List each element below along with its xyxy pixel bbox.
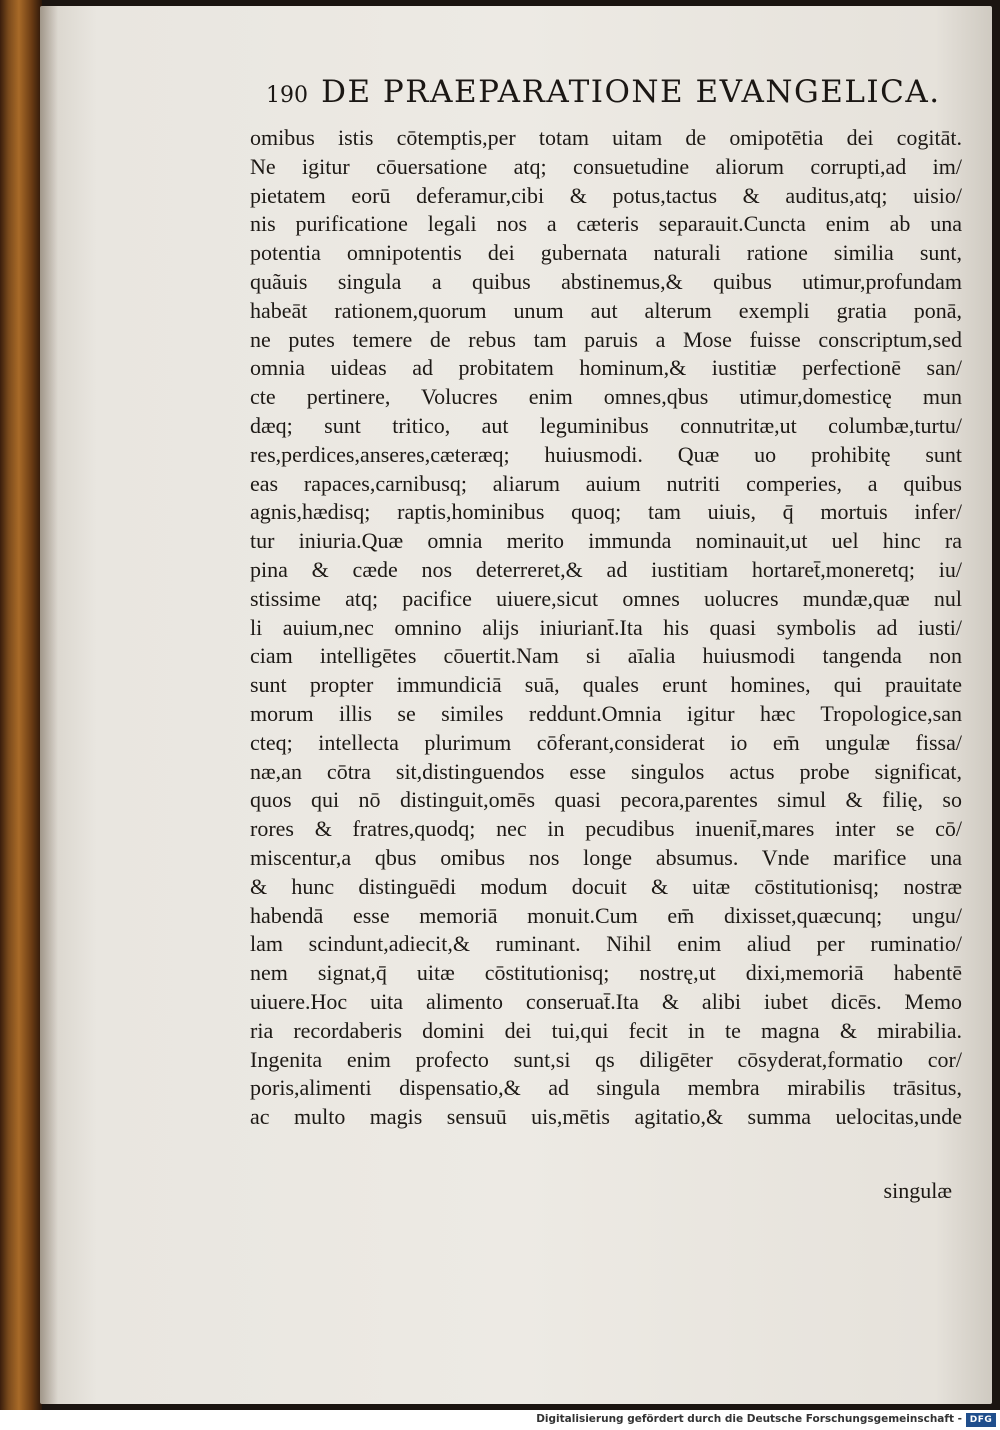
text-line: quãuis singula a quibus abstinemus,& quibus utimur,profundam [250, 268, 962, 294]
page-gutter-shadow [40, 6, 58, 1404]
catchword: singulæ [883, 1178, 952, 1203]
text-line: habeāt rationem,quorum unum aut alterum exempli gratia ponā, [250, 297, 962, 323]
text-line: dæq; sunt tritico, aut leguminibus connutritæ,ut columbæ,turtu/ [250, 412, 962, 438]
text-line: pina & cæde nos deterreret,& ad iustitiam hortaret̄,moneretq; iu/ [250, 556, 962, 582]
text-line: Ingenita enim profecto sunt,si qs diligēter cōsyderat,formatio cor/ [250, 1046, 962, 1072]
text-line: uiuere.Hoc uita alimento conseruat̄.Ita & alibi iubet dicēs. Memo [250, 988, 962, 1014]
text-line: miscentur,a qbus omibus nos longe absumus. Vnde marifice una [250, 844, 962, 870]
text-line: ciam intelligētes cōuertit.Nam si aīalia huiusmodi tangenda non [250, 643, 962, 669]
dfg-logo: DFG [966, 1413, 996, 1427]
text-line: potentia omnipotentis dei gubernata naturali ratione similia sunt, [250, 240, 962, 266]
text-line: nis purificatione legali nos a cæteris separauit.Cuncta enim ab una [250, 211, 962, 237]
text-line: res,perdices,anseres,cæteræq; huiusmodi. Quæ uo prohibitę sunt [250, 441, 962, 467]
book-fore-edge [0, 0, 42, 1410]
text-line: ac multo magis sensuū uis,mētis agitatio,& summa uelocitas,unde [250, 1104, 962, 1130]
text-line: li auium,nec omnino alijs iniuriant̄.Ita his quasi symbolis ad iusti/ [250, 614, 962, 640]
text-line: stissime atq; pacifice uiuere,sicut omnes uolucres mundæ,quæ nul [250, 585, 962, 611]
text-line: eas rapaces,carnibusq; aliarum auium nutriti comperies, a quibus [250, 470, 962, 496]
text-line: rores & fratres,quodq; nec in pecudibus inuenit̄,mares inter se cō/ [250, 816, 962, 842]
text-line: morum illis se similes reddunt.Omnia igitur hæc Tropologice,san [250, 700, 962, 726]
running-title: DE PRAEPARATIONE EVANGELICA. [321, 74, 941, 110]
text-line: agnis,hædisq; raptis,hominibus quoq; tam uiuis, q̄ mortuis infer/ [250, 499, 962, 525]
text-line: ne putes temere de rebus tam paruis a Mose fuisse conscriptum,sed [250, 326, 962, 352]
footer-bar [0, 1410, 1000, 1430]
text-line: lam scindunt,adiecit,& ruminant. Nihil enim aliud per ruminatio/ [250, 931, 962, 957]
text-line: pietatem eorū deferamur,cibi & potus,tactus & auditus,atq; uisio/ [250, 182, 962, 208]
text-line: cteq; intellecta plurimum cōferant,considerat io em̄ ungulæ fissa/ [250, 729, 962, 755]
text-line: cte pertinere, Volucres enim omnes,qbus utimur,domesticę mun [250, 384, 962, 410]
text-line: næ,an cōtra sit,distinguendos esse singulos actus probe significat, [250, 758, 962, 784]
body-text [250, 124, 962, 1132]
text-line: & hunc distinguēdi modum docuit & uitæ cōstitutionisq; nostræ [250, 873, 962, 899]
text-line: Ne igitur cōuersatione atq; consuetudine aliorum corrupti,ad im/ [250, 153, 962, 179]
text-line: poris,alimenti dispensatio,& ad singula membra mirabilis trāsitus, [250, 1075, 962, 1101]
page-number: 190 [266, 83, 308, 108]
text-line: tur iniuria.Quæ omnia merito immunda nominauit,ut uel hinc ra [250, 528, 962, 554]
text-line: omnia uideas ad probitatem hominum,& iustitiæ perfectionē san/ [250, 355, 962, 381]
text-line: quos qui nō distinguit,omēs quasi pecora,parentes simul & filię, so [250, 787, 962, 813]
text-line: ria recordaberis domini dei tui,qui fecit in te magna & mirabilia. [250, 1017, 962, 1043]
text-line: nem signat,q̄ uitæ cōstitutionisq; nostrę,ut dixi,memoriā habentē [250, 960, 962, 986]
text-line: habendā esse memoriā monuit.Cum em̄ dixisset,quæcunq; ungu/ [250, 902, 962, 928]
funding-credit: Digitalisierung gefördert durch die Deutsche Forschungsgemeinschaft - [536, 1413, 962, 1425]
text-line: omibus istis cōtemptis,per totam uitam de omipotētia dei cogitāt. [250, 125, 962, 150]
text-line: sunt propter immundiciā suā, quales erunt homines, qui prauitate [250, 672, 962, 698]
page-header [266, 74, 966, 118]
